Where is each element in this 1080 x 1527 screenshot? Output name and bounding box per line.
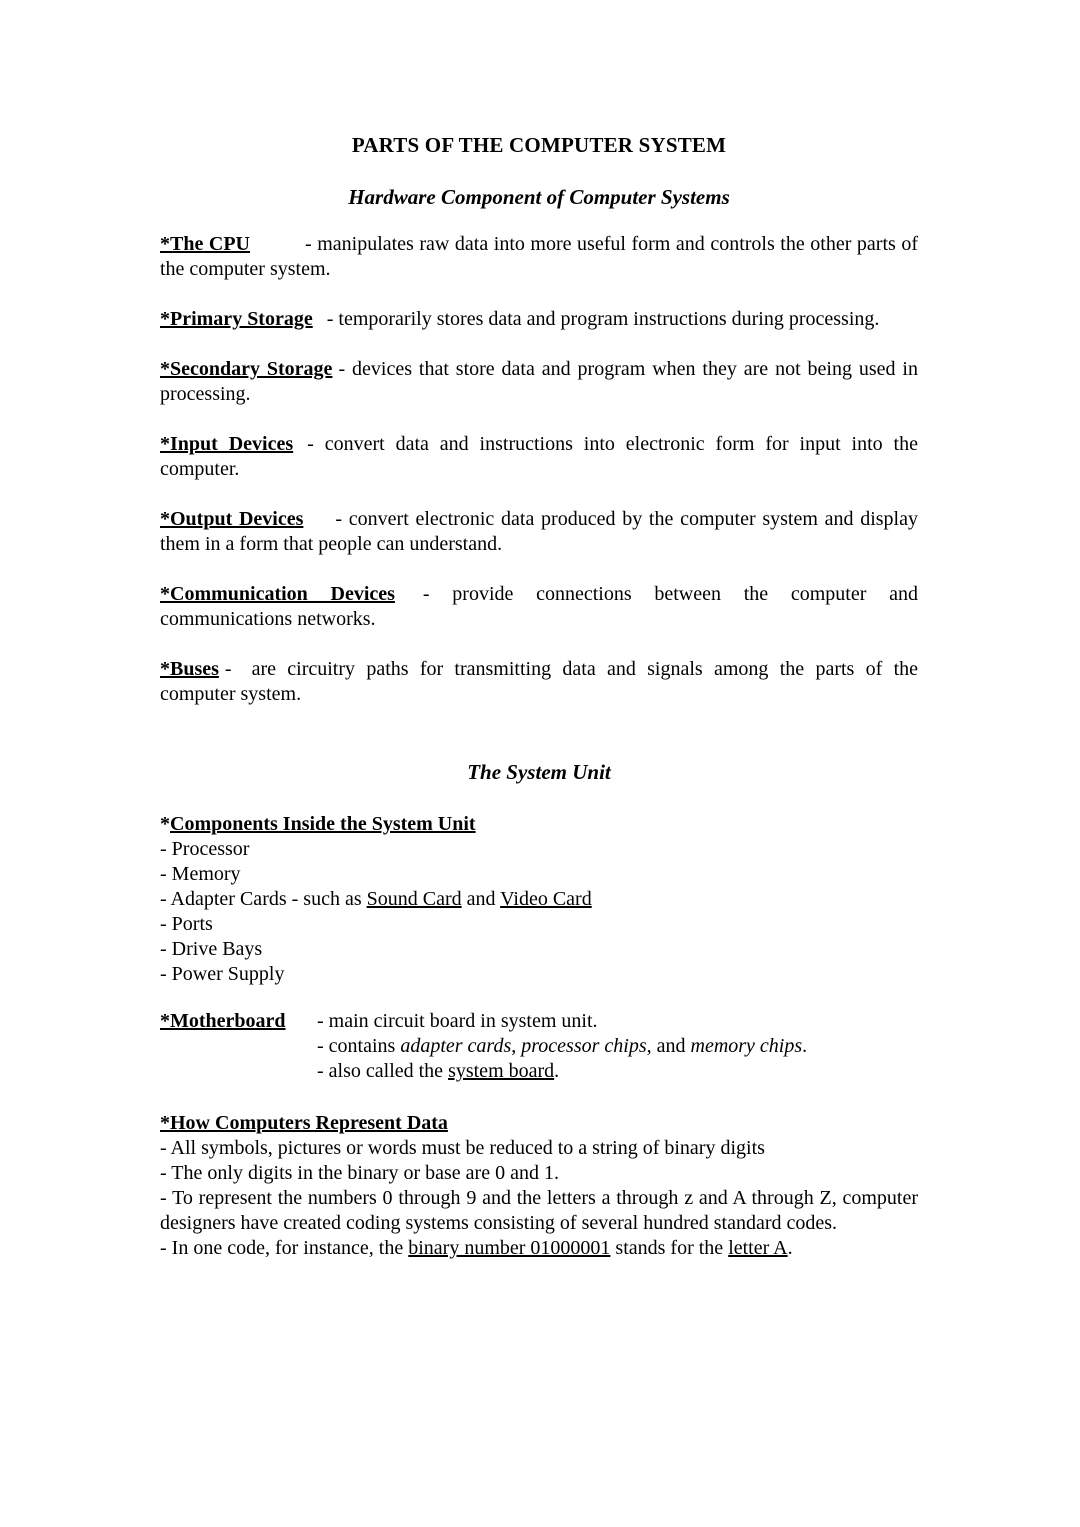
motherboard-line-1: - main circuit board in system unit. [317, 1010, 598, 1032]
definition-cpu [160, 232, 918, 282]
term-cpu: *The CPU [160, 233, 250, 255]
tab-spacer [250, 249, 305, 250]
components-heading-text: Components Inside the System Unit [170, 813, 476, 835]
motherboard-line-3 [317, 1059, 918, 1084]
list-item-power-supply: - Power Supply [160, 963, 285, 985]
document-subtitle: Hardware Component of Computer Systems [348, 185, 730, 209]
motherboard-system-board: system board [448, 1060, 555, 1082]
represent-data-heading [160, 1111, 918, 1136]
represent-data-bullet-4 [160, 1236, 918, 1261]
list-item-processor: - Processor [160, 838, 250, 860]
motherboard-processor-chips: processor chips [521, 1035, 647, 1057]
list-item-memory: - Memory [160, 863, 241, 885]
letter-a-text: letter A [728, 1237, 788, 1259]
motherboard-text: . [802, 1035, 808, 1057]
tab-spacer [232, 674, 252, 675]
adapter-video-card: Video Card [500, 888, 592, 910]
definition-buses-dash: - [224, 658, 232, 680]
bullet-text: stands for the [610, 1237, 729, 1259]
adapter-text: and [461, 888, 501, 910]
motherboard-block [160, 1009, 918, 1084]
term-input-devices: *Input Devices [160, 433, 294, 455]
components-heading-star: * [160, 813, 170, 835]
tab-spacer [313, 324, 327, 325]
definition-cpu-desc: - manipulates raw data into more useful form and controls the other parts of the computer system. [160, 233, 918, 280]
term-output-devices: *Output Devices [160, 508, 304, 530]
motherboard-text: . [554, 1060, 560, 1082]
represent-data-bullet-1: - All symbols, pictures or words must be reduced to a string of binary digits [160, 1137, 765, 1159]
section-heading-system-unit: The System Unit [467, 760, 611, 784]
definition-communication-devices [160, 582, 918, 632]
components-block [160, 812, 918, 987]
motherboard-text: - contains [317, 1035, 401, 1057]
definition-buses-desc: are circuitry paths for transmitting data and signals among the parts of the computer system. [160, 658, 918, 705]
definition-secondary-storage [160, 357, 918, 407]
motherboard-memory-chips: memory chips [690, 1035, 803, 1057]
motherboard-line-2 [317, 1034, 918, 1059]
binary-number-text: binary number 01000001 [408, 1237, 611, 1259]
tab-spacer [395, 599, 423, 600]
definition-communication-devices-desc: - provide connections between the computer and communications networks. [160, 583, 918, 630]
bullet-text: - In one code, for instance, the [160, 1237, 409, 1259]
motherboard-text: , [511, 1035, 522, 1057]
represent-data-heading-text: *How Computers Represent Data [160, 1112, 448, 1134]
motherboard-text: - also called the [317, 1060, 449, 1082]
components-heading [160, 812, 918, 837]
represent-data-bullet-3: - To represent the numbers 0 through 9 and the letters a through z and A through Z, computer designers have created coding systems consisting of several hundred standard codes. [160, 1187, 918, 1234]
motherboard-text: , and [646, 1035, 691, 1057]
motherboard-adapter-cards: adapter cards [400, 1035, 512, 1057]
adapter-sound-card: Sound Card [366, 888, 462, 910]
definition-primary-storage [160, 307, 918, 332]
list-item-ports: - Ports [160, 913, 213, 935]
term-communication-devices: *Communication Devices [160, 583, 395, 605]
adapter-text: - Adapter Cards - such as [160, 888, 367, 910]
definition-output-devices-desc: - convert electronic data produced by the computer system and display them in a form that people can understand. [160, 508, 918, 555]
definition-input-devices [160, 432, 918, 482]
term-primary-storage: *Primary Storage [160, 308, 313, 330]
tab-spacer [293, 449, 307, 450]
list-item-drive-bays: - Drive Bays [160, 938, 263, 960]
definition-input-devices-desc: - convert data and instructions into electronic form for input into the computer. [160, 433, 918, 480]
represent-data-bullet-2: - The only digits in the binary or base are 0 and 1. [160, 1162, 559, 1184]
tab-spacer [303, 524, 335, 525]
definition-secondary-storage-desc: - devices that store data and program when they are not being used in processing. [160, 358, 918, 405]
definition-output-devices [160, 507, 918, 557]
term-buses: *Buses [160, 658, 219, 680]
term-secondary-storage: *Secondary Storage [160, 358, 333, 380]
definition-primary-storage-desc: - temporarily stores data and program instructions during processing. [326, 308, 880, 330]
list-item-adapter-cards [160, 887, 918, 912]
bullet-text: . [787, 1237, 793, 1259]
document-title: PARTS OF THE COMPUTER SYSTEM [351, 133, 727, 157]
represent-data-block [160, 1111, 918, 1261]
term-motherboard: *Motherboard [160, 1010, 286, 1032]
definition-buses [160, 657, 918, 707]
